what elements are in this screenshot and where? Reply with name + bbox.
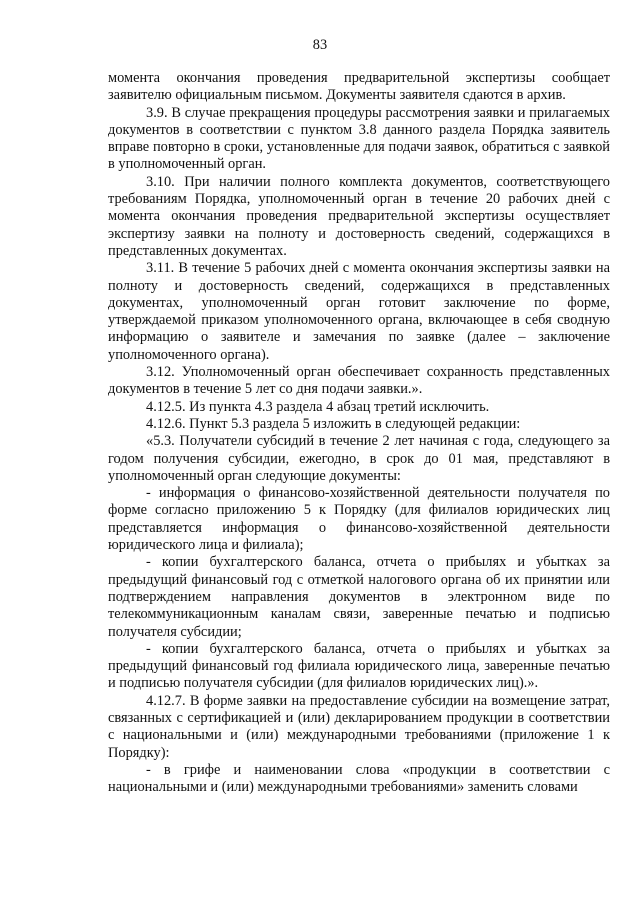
paragraph: 4.12.5. Из пункта 4.3 раздела 4 абзац третий исключить. [146, 398, 490, 415]
paragraph: 3.9. В случае прекращения процедуры рассмотрения заявки и прилагаемых документов в соответствии с пунктом 3.8 данного раздела Порядка заявитель вправе повторно в сроки, установленные для подачи заявок, обратиться с заявкой в уполномоченный орган. [108, 104, 610, 173]
paragraph: - копии бухгалтерского баланса, отчета о прибылях и убытках за предыдущий финансовый год с отметкой налогового органа об их принятии или подтверждением направления документов в электронном виде по телекоммуникационным каналам связи, заверенные печатью и подписью получателя субсидии; [108, 554, 610, 640]
paragraph: 4.12.7. В форме заявки на предоставление субсидии на возмещение затрат, связанных с сертификацией и (или) декларированием продукции в соответствии с национальными и (или) международными требованиями (приложение 1 к Порядку): [108, 692, 610, 761]
paragraph: - копии бухгалтерского баланса, отчета о прибылях и убытках за предыдущий финансовый год филиала юридического лица, заверенные печатью и подписью получателя субсидии (для филиалов юридических лиц).». [108, 640, 610, 692]
page-number: 83 [312, 37, 328, 53]
paragraph: 3.12. Уполномоченный орган обеспечивает сохранность представленных документов в течение 5 лет со дня подачи заявки.». [108, 364, 610, 398]
paragraph: «5.3. Получатели субсидий в течение 2 лет начиная с года, следующего за годом получения субсидии, ежегодно, в срок до 01 мая, представляют в уполномоченный орган следующие документы: [108, 433, 610, 484]
paragraph: 3.11. В течение 5 рабочих дней с момента окончания экспертизы заявки на полноту и достоверность сведений, содержащихся в представленных документах, уполномоченный орган готовит заключение по форме, утверждаемой приказом уполномоченного органа, включающее в себя сводную информацию о заявителе и замечания по заявке (далее – заключение уполномоченного органа). [108, 260, 610, 363]
paragraph: - в грифе и наименовании слова «продукции в соответствии с национальными и (или) международными требованиями» заменить словами [108, 761, 610, 796]
paragraph: 4.12.6. Пункт 5.3 раздела 5 изложить в следующей редакции: [146, 415, 521, 432]
document-body [108, 70, 610, 796]
paragraph: 3.10. При наличии полного комплекта документов, соответствующего требованиям Порядка, уполномоченный орган в течение 20 рабочих дней с момента окончания проведения предварительной экспертизы осуществляет экспертизу заявки на полноту и достоверность сведений, содержащихся в представленных документах. [108, 173, 610, 259]
paragraph: - информация о финансово-хозяйственной деятельности получателя по форме согласно приложению 5 к Порядку (для филиалов юридических лиц представляется информация о финансово-хозяйственной деятельности юридического лица и филиала); [108, 485, 610, 554]
paragraph: момента окончания проведения предварительной экспертизы сообщает заявителю официальным письмом. Документы заявителя сдаются в архив. [108, 70, 610, 104]
